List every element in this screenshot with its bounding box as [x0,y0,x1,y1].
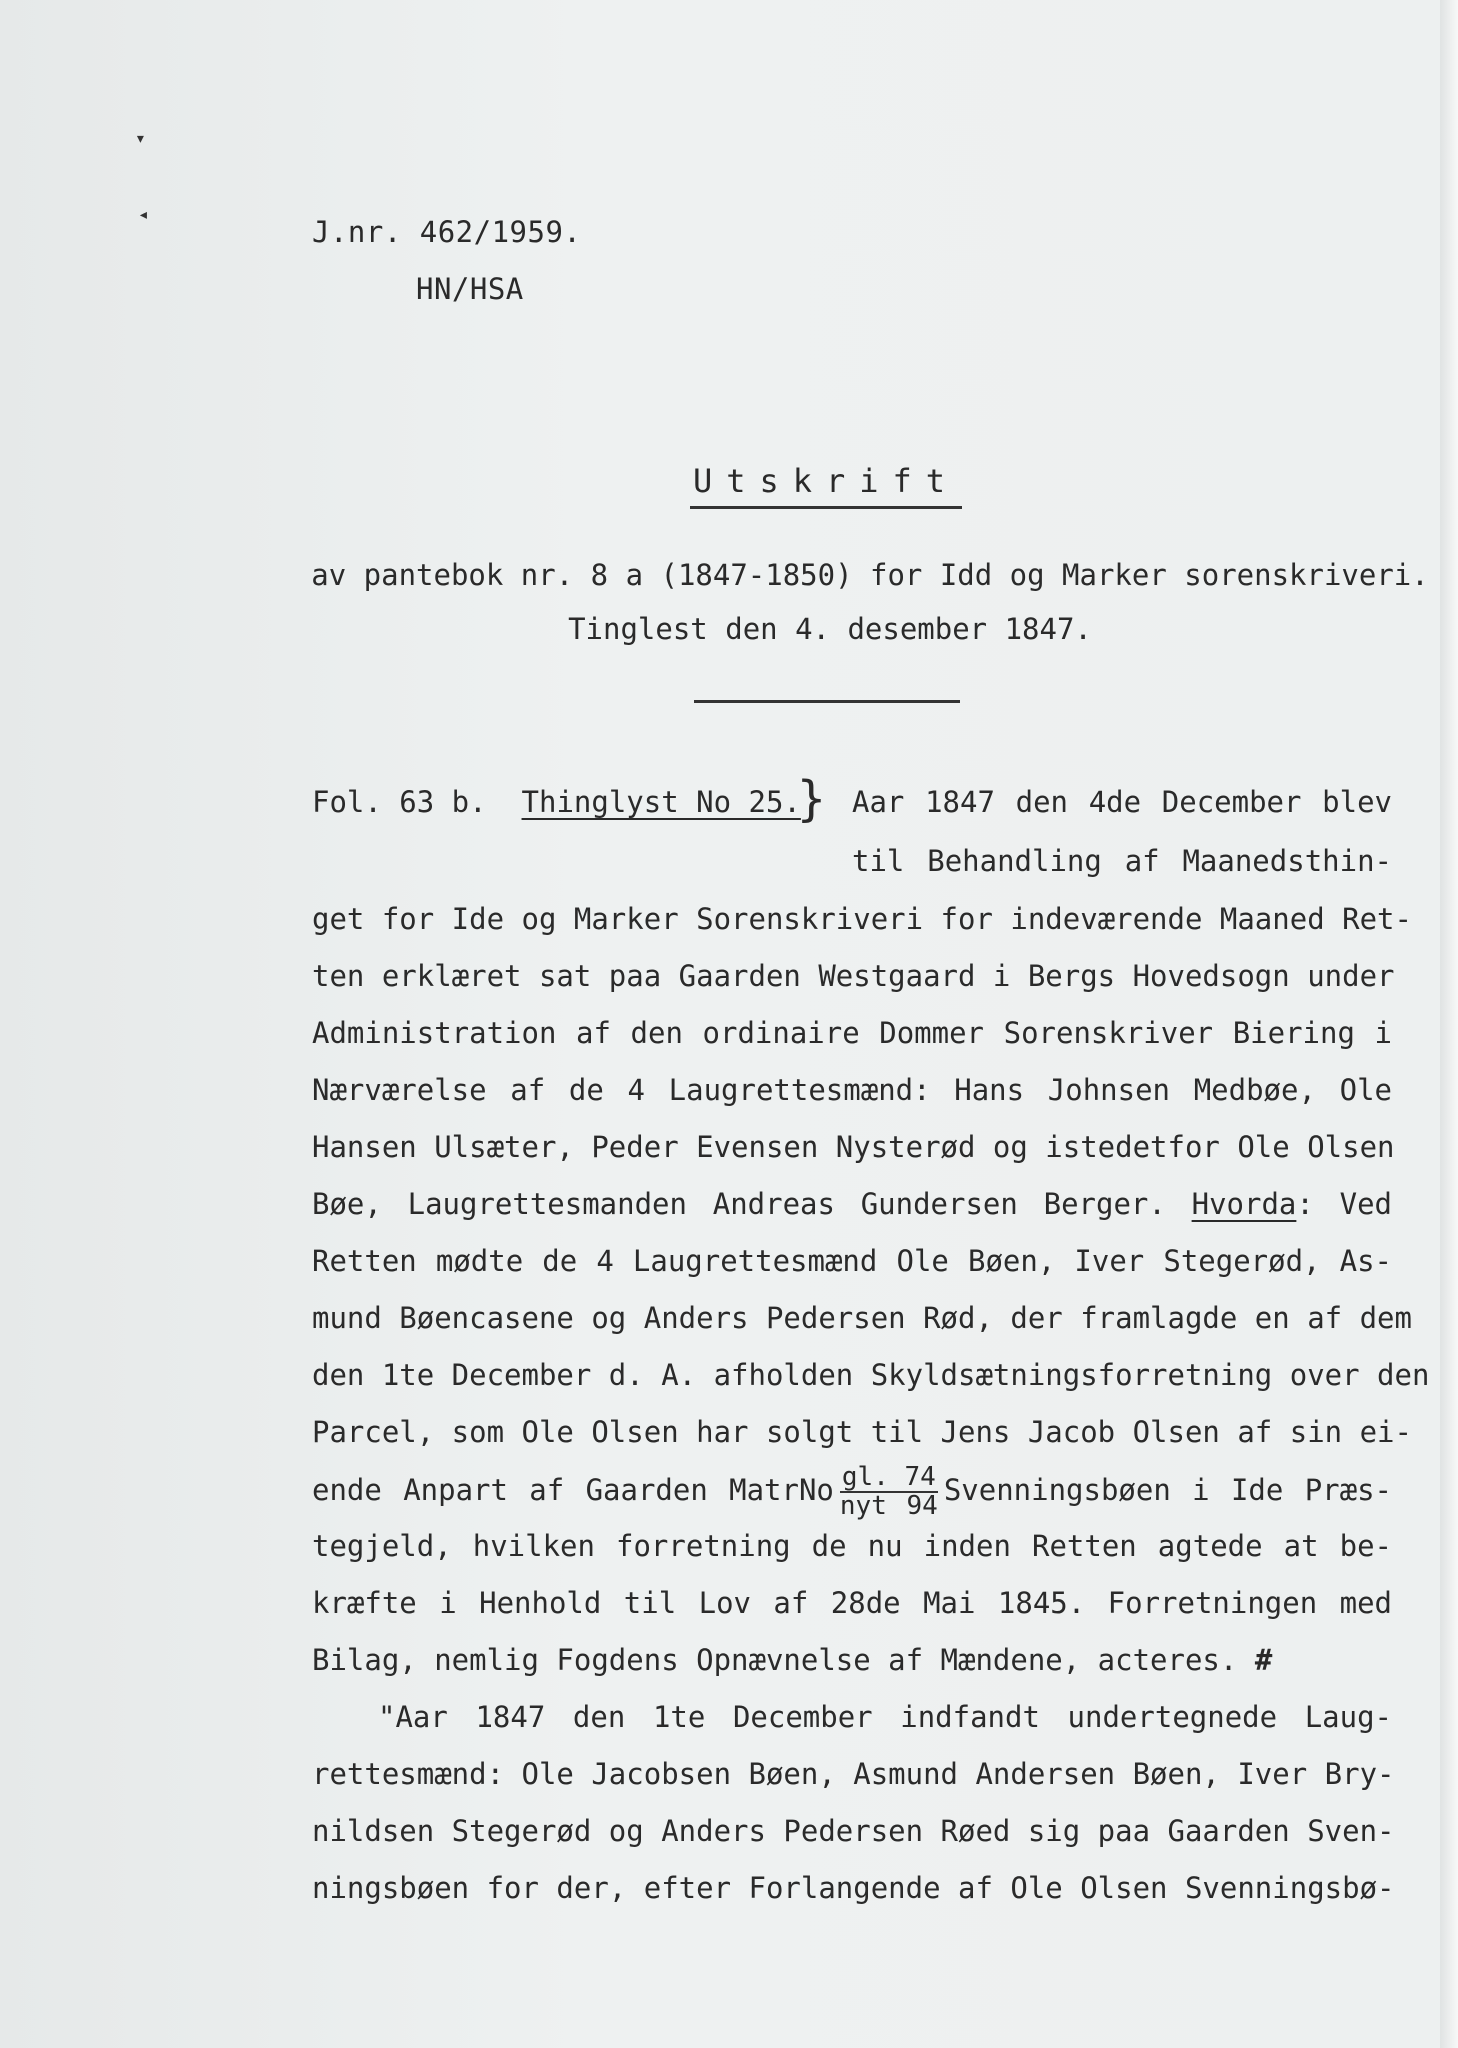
body-line [312,1643,1392,1677]
fraction-numerator: gl. 74 [841,1461,936,1492]
margin-tick-mark: ▾ [135,128,146,149]
body-line: get for Ide og Marker Sorenskriveri for indeværende Maaned Ret- [312,902,1412,936]
body-line: mund Bøencasene og Anders Pedersen Rød, der framlagde en af dem [312,1301,1412,1335]
body-text: ende Anpart af Gaarden MatrNo [312,1473,834,1507]
body-line: ten erklæret sat paa Gaarden Westgaard i Bergs Hovedsogn under [312,959,1395,993]
fraction-denominator: nyt 94 [839,1491,938,1521]
body-line [312,1187,1392,1221]
body-line [312,1461,1392,1521]
margin-tick-mark: ◂ [138,204,149,225]
divider-rule [694,700,960,703]
body-text: Bøe, Laugrettesmanden Andreas Gundersen Berger. [312,1187,1192,1221]
body-line: ningsbøen for der, efter Forlangende af Ole Olsen Svenningsbø- [312,1871,1395,1905]
body-text: : Ved [1296,1187,1392,1221]
entry-heading [312,785,801,819]
body-line: Hansen Ulsæter, Peder Evensen Nysterød og istedetfor Ole Olsen [312,1130,1395,1164]
initials: HN/HSA [416,272,524,306]
folio-label: Fol. 63 b. [312,785,487,819]
subtitle-line-1: av pantebok nr. 8 a (1847-1850) for Idd og Marker sorenskriveri. [311,558,1429,592]
page-edge [1440,0,1458,2048]
handwritten-mark: # [1254,1643,1273,1677]
body-line: Parcel, som Ole Olsen har solgt til Jens Jacob Olsen af sin ei- [312,1415,1412,1449]
body-line: Nærværelse af de 4 Laugrettesmænd: Hans Johnsen Medbøe, Ole [312,1073,1392,1107]
body-line: "Aar 1847 den 1te December indfandt undertegnede Laug- [378,1700,1392,1734]
journal-reference: J.nr. 462/1959. [312,215,582,249]
entry-first-line: Aar 1847 den 4de December blev [852,785,1392,819]
document-title: Utskrift [690,462,962,509]
thinglyst-label: Thinglyst No 25. [521,785,801,819]
body-line: den 1te December d. A. afholden Skyldsætningsforretning over den [312,1358,1430,1392]
entry-second-line: til Behandling af Maanedsthin- [852,844,1392,878]
body-text: Svenningsbøen i Ide Præs- [943,1473,1392,1507]
body-line: Administration af den ordinaire Dommer Sorenskriver Biering i [312,1016,1392,1050]
body-line: rettesmænd: Ole Jacobsen Bøen, Asmund Andersen Bøen, Iver Bry- [312,1757,1395,1791]
brace-mark: } [797,771,826,827]
subtitle-line-2: Tinglest den 4. desember 1847. [568,612,1092,646]
body-line: Retten mødte de 4 Laugrettesmænd Ole Bøen, Iver Stegerød, As- [312,1244,1392,1278]
body-line: nildsen Stegerød og Anders Pedersen Røed sig paa Gaarden Sven- [312,1814,1395,1848]
body-line: tegjeld, hvilken forretning de nu inden Retten agtede at be- [312,1529,1392,1563]
body-line: kræfte i Henhold til Lov af 28de Mai 1845. Forretningen med [312,1586,1392,1620]
matrikel-fraction [839,1461,938,1521]
hvorda-underlined: Hvorda [1191,1187,1297,1221]
body-text: Bilag, nemlig Fogdens Opnævnelse af Mændene, acteres. [312,1643,1238,1677]
